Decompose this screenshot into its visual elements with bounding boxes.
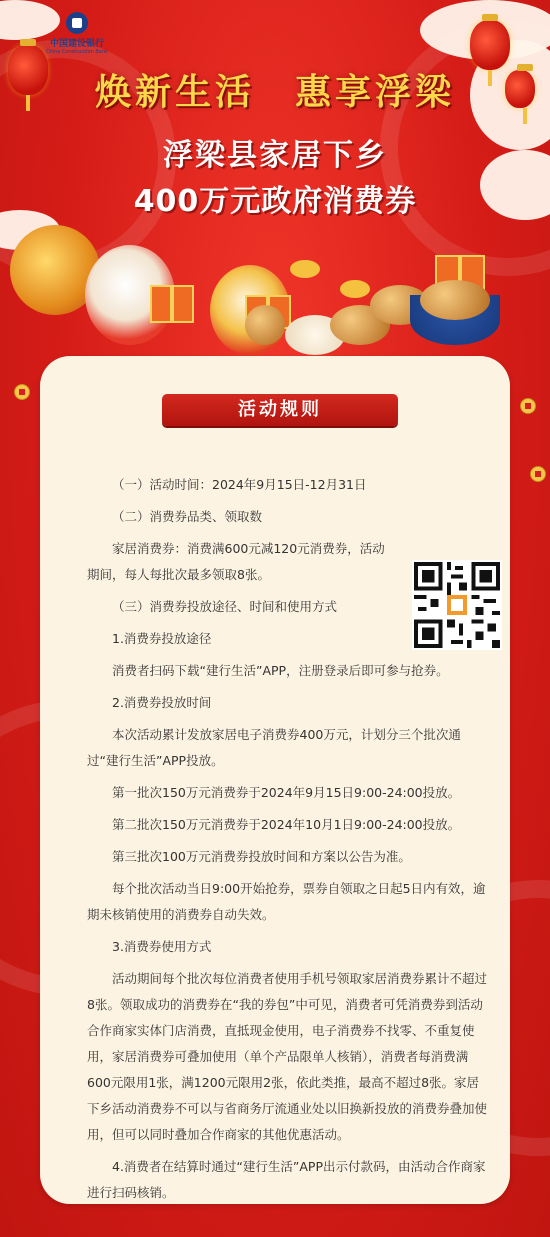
rule-paragraph: （三）消费券投放途径、时间和使用方式: [112, 599, 338, 614]
rule-paragraph: 1.消费券投放途径: [112, 631, 212, 646]
rule-paragraph: 每个批次活动当日9:00开始抢券，票券自领取之日起5日内有效，逾期未核销使用的消费券自动失效。: [87, 881, 486, 922]
rule-paragraph: （一）活动时间：2024年9月15日-12月31日: [112, 477, 367, 492]
lantern-icon: [470, 20, 510, 70]
subtitle-line1: 浮梁县家居下乡: [163, 138, 387, 173]
rules-text: [87, 472, 487, 1212]
coin-icon: [14, 384, 30, 400]
ccb-logo-icon: [66, 12, 88, 34]
rule-paragraph: 2.消费券投放时间: [112, 695, 212, 710]
food-decoration: [420, 280, 490, 320]
coin-icon: [520, 398, 536, 414]
rule-paragraph: 4.消费者在结算时通过“建行生活”APP出示付款码，由活动合作商家进行扫码核销。: [87, 1159, 486, 1200]
ccb-logo: [42, 12, 112, 55]
rule-paragraph: 本次活动累计发放家居电子消费券400万元，计划分三个批次通过“建行生活”APP投放。: [87, 727, 461, 768]
headline: 焕新生活 惠享浮梁: [94, 72, 455, 113]
gift-box-decoration: [150, 285, 194, 323]
rule-paragraph: 家居消费券：消费满600元减120元消费券，活动期间，每人每批次最多领取8张。: [87, 541, 385, 582]
subtitle-line2: 400万元政府消费券: [133, 184, 417, 219]
rule-paragraph: 第一批次150万元消费券于2024年9月15日9:00-24:00投放。: [112, 785, 461, 800]
rule-paragraph: 第二批次150万元消费券于2024年10月1日9:00-24:00投放。: [112, 817, 461, 832]
brand-name-en: China Construction Bank: [46, 49, 108, 55]
rules-title: 活动规则: [162, 394, 398, 426]
rule-paragraph: 第三批次100万元消费券投放时间和方案以公告为准。: [112, 849, 411, 864]
food-decoration: [245, 305, 285, 345]
food-decoration: [290, 260, 320, 278]
coin-icon: [530, 466, 546, 482]
rule-paragraph: （二）消费券品类、领取数: [112, 509, 263, 524]
rule-paragraph: 消费者扫码下载“建行生活”APP，注册登录后即可参与抢券。: [112, 663, 449, 678]
brand-name-cn: 中国建设银行: [49, 39, 104, 49]
food-decoration: [340, 280, 370, 298]
rule-paragraph: 活动期间每个批次每位消费者使用手机号领取家居消费券累计不超过8张。领取成功的消费券在“我的券包”中可见，消费者可凭消费券到活动合作商家实体门店消费，直抵现金使用，电子消费券不找零、不重复使用，家居消费券可叠加使用（单个产品限单人核销），消费者每消费满600元限用1张，满1200元限用2张，依此类推，最高不超过8张。家居下乡活动消费券不可以与省商务厅流通业处以旧换新投放的消费券叠加使用，但可以同时叠加合作商家的其他优惠活动。: [87, 971, 488, 1142]
rule-paragraph: 3.消费券使用方式: [112, 939, 212, 954]
rules-card: [40, 356, 510, 1204]
festive-illustration: [0, 225, 550, 375]
